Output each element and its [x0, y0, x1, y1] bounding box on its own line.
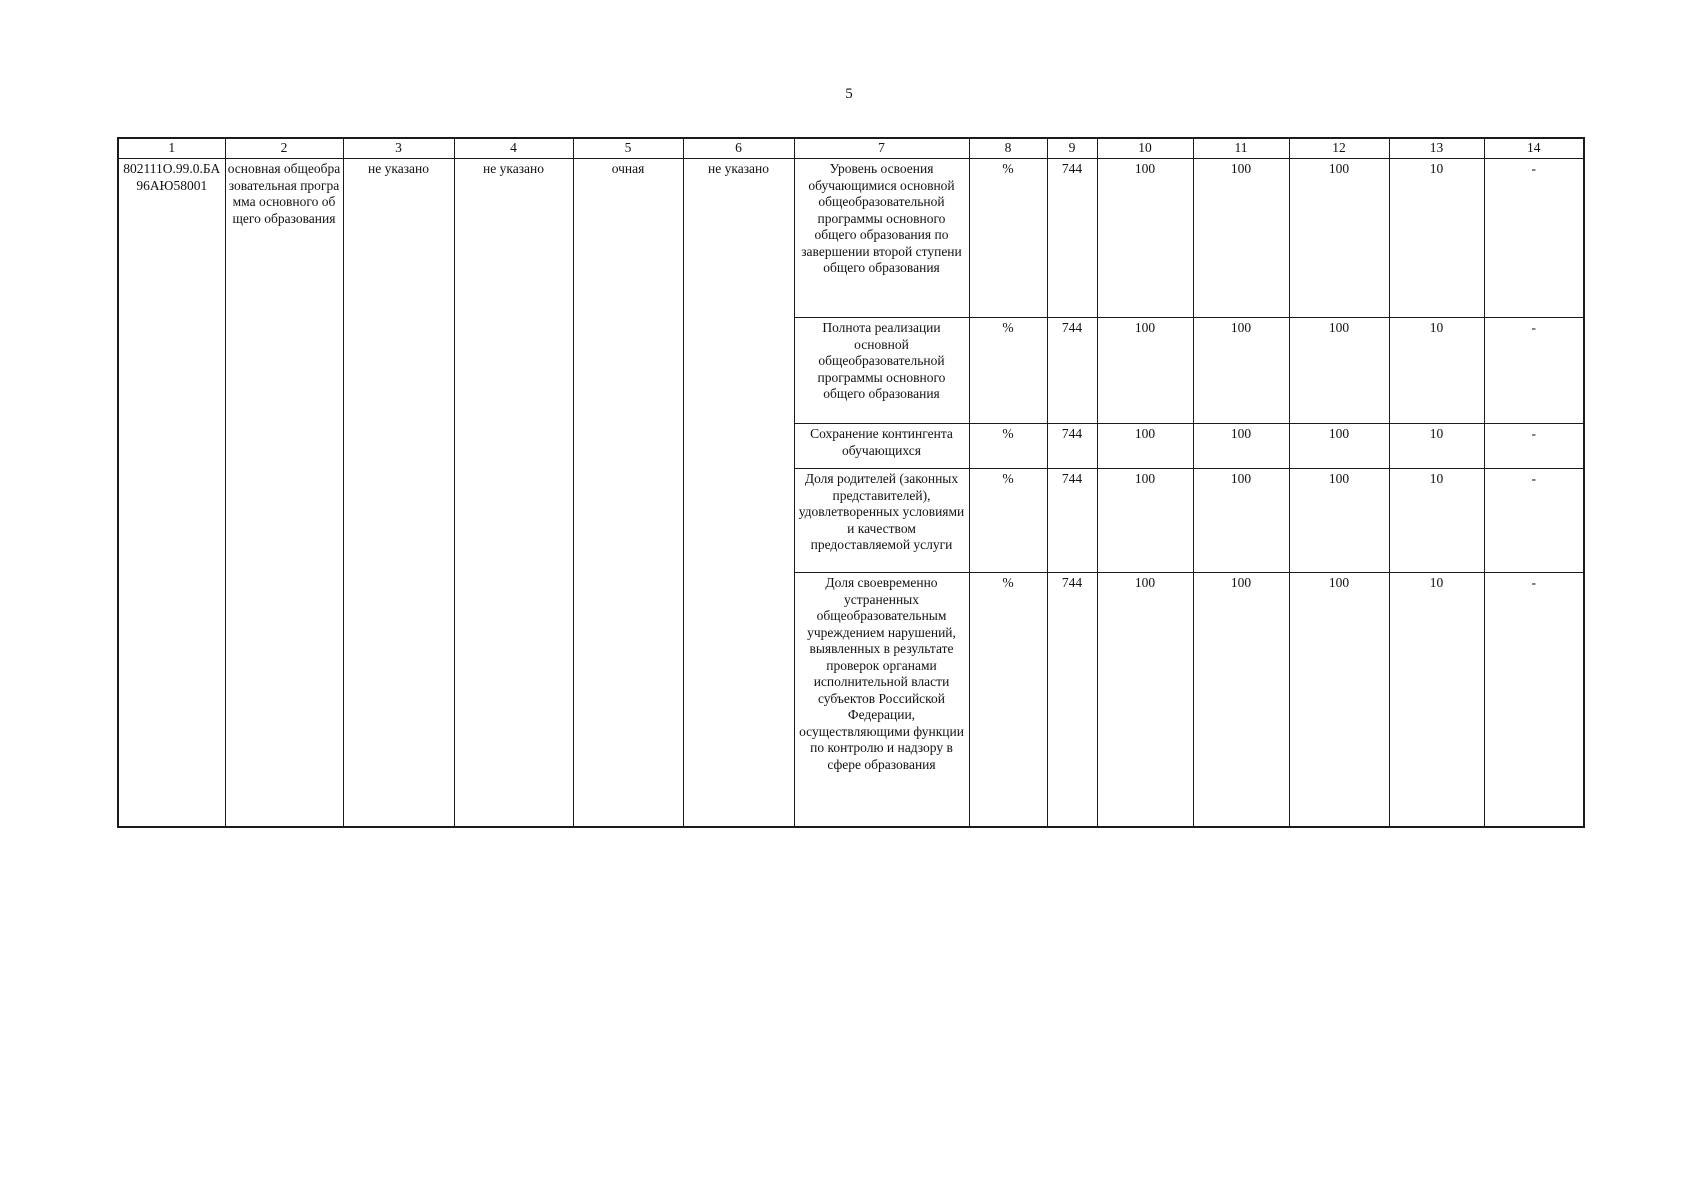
indicator-value-14: - — [1484, 424, 1584, 469]
education-form: очная — [573, 159, 683, 827]
indicator-okei: 744 — [1047, 159, 1097, 318]
column-number: 2 — [225, 138, 343, 159]
indicator-name: Доля родителей (законных представителей), удовлетворенных условиями и качеством предоставляемой услуги — [794, 469, 969, 573]
column-number: 12 — [1289, 138, 1389, 159]
content-indicator-6: не указано — [683, 159, 794, 827]
page-number: 5 — [845, 86, 853, 102]
indicator-value-11: 100 — [1193, 424, 1289, 469]
indicators-table — [117, 137, 1585, 828]
column-number: 6 — [683, 138, 794, 159]
indicator-value-10: 100 — [1097, 424, 1193, 469]
indicator-value-12: 100 — [1289, 469, 1389, 573]
table-header-row — [118, 138, 1584, 159]
table-row — [118, 159, 1584, 318]
program-name: основная общеобразовательная программа основного общего образования — [225, 159, 343, 827]
indicator-value-12: 100 — [1289, 573, 1389, 827]
column-number: 3 — [343, 138, 454, 159]
indicator-unit: % — [969, 159, 1047, 318]
indicator-value-14: - — [1484, 573, 1584, 827]
content-indicator-4: не указано — [454, 159, 573, 827]
column-number: 8 — [969, 138, 1047, 159]
indicator-value-14: - — [1484, 159, 1584, 318]
indicator-okei: 744 — [1047, 318, 1097, 424]
indicator-okei: 744 — [1047, 573, 1097, 827]
column-number: 13 — [1389, 138, 1484, 159]
indicator-value-11: 100 — [1193, 469, 1289, 573]
indicator-name: Сохранение контингента обучающихся — [794, 424, 969, 469]
column-number: 9 — [1047, 138, 1097, 159]
indicator-okei: 744 — [1047, 469, 1097, 573]
indicator-name: Уровень освоения обучающимися основной общеобразовательной программы основного общего образования по завершении второй ступени общего образования — [794, 159, 969, 318]
indicator-value-11: 100 — [1193, 573, 1289, 827]
column-number: 5 — [573, 138, 683, 159]
content-indicator-3: не указано — [343, 159, 454, 827]
indicator-value-13: 10 — [1389, 159, 1484, 318]
column-number: 7 — [794, 138, 969, 159]
indicator-name: Доля своевременно устраненных общеобразовательным учреждением нарушений, выявленных в результате проверок органами исполнительной власти субъектов Российской Федерации, осуществляющими функции по контролю и надзору в сфере образования — [794, 573, 969, 827]
indicator-value-12: 100 — [1289, 159, 1389, 318]
indicator-value-12: 100 — [1289, 424, 1389, 469]
registry-code: 802111О.99.0.БА96АЮ58001 — [118, 159, 225, 827]
indicator-value-10: 100 — [1097, 159, 1193, 318]
indicator-value-14: - — [1484, 318, 1584, 424]
indicator-value-13: 10 — [1389, 424, 1484, 469]
indicator-value-14: - — [1484, 469, 1584, 573]
indicator-unit: % — [969, 424, 1047, 469]
indicator-value-13: 10 — [1389, 573, 1484, 827]
indicator-value-10: 100 — [1097, 318, 1193, 424]
column-number: 14 — [1484, 138, 1584, 159]
indicator-value-10: 100 — [1097, 573, 1193, 827]
indicator-value-12: 100 — [1289, 318, 1389, 424]
indicator-okei: 744 — [1047, 424, 1097, 469]
indicator-unit: % — [969, 469, 1047, 573]
indicator-unit: % — [969, 318, 1047, 424]
indicator-unit: % — [969, 573, 1047, 827]
indicator-name: Полнота реализации основной общеобразовательной программы основного общего образования — [794, 318, 969, 424]
indicator-value-11: 100 — [1193, 318, 1289, 424]
indicator-value-13: 10 — [1389, 469, 1484, 573]
indicator-value-13: 10 — [1389, 318, 1484, 424]
indicator-value-11: 100 — [1193, 159, 1289, 318]
column-number: 1 — [118, 138, 225, 159]
column-number: 4 — [454, 138, 573, 159]
column-number: 11 — [1193, 138, 1289, 159]
indicator-value-10: 100 — [1097, 469, 1193, 573]
column-number: 10 — [1097, 138, 1193, 159]
